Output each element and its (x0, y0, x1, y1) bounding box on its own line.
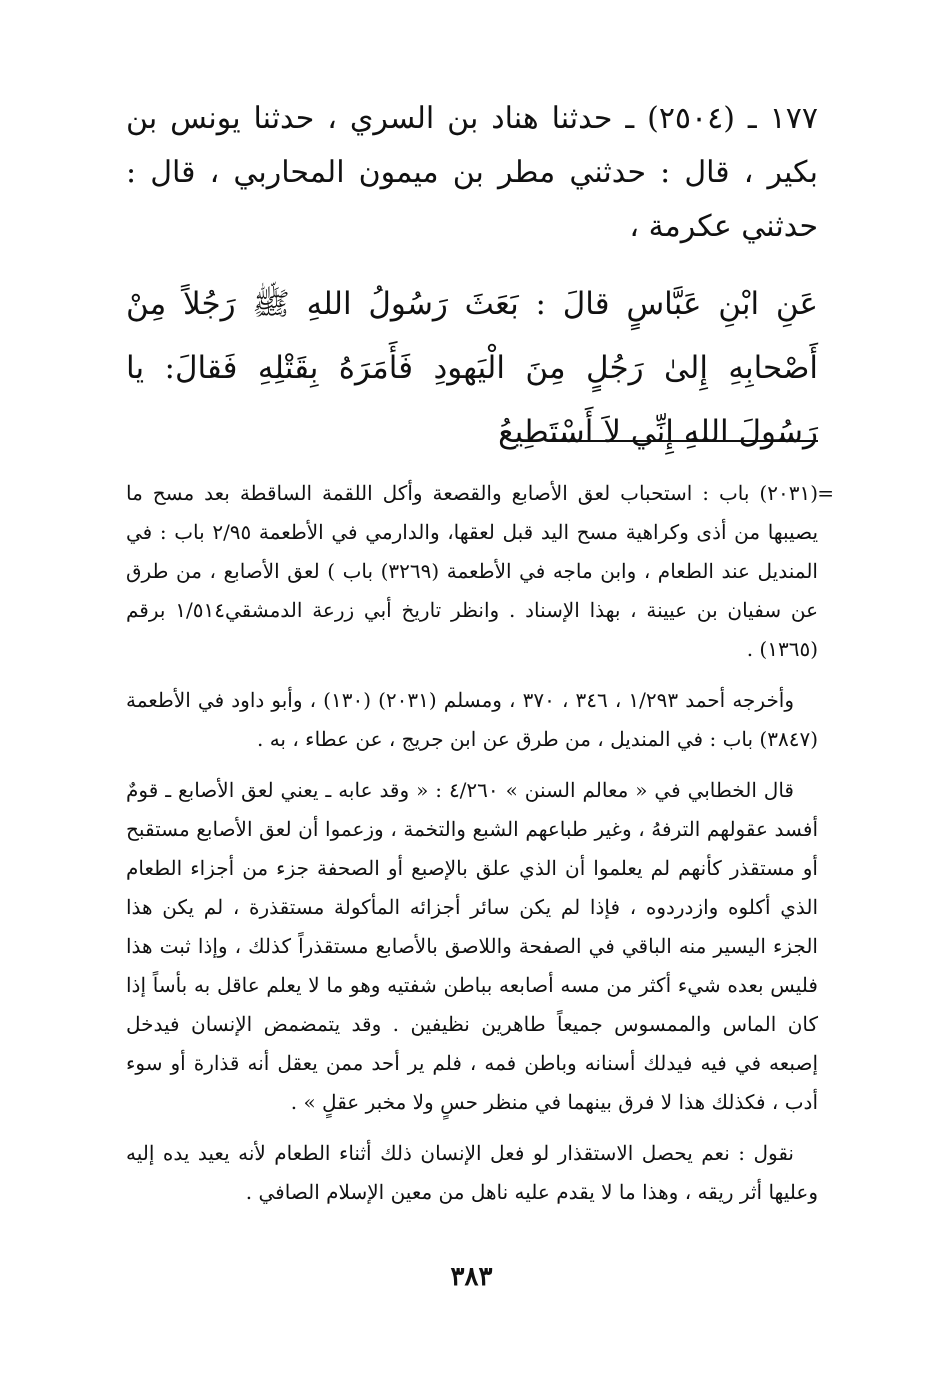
footnote-divider (550, 440, 818, 442)
continuation-mark: = (817, 481, 834, 505)
hadith-text: عَنِ ابْنِ عَبَّاسٍ قالَ : بَعَثَ رَسُولُ اللهِ ﷺ رَجُلاً مِنْ أَصْحابِهِ إِلىٰ رَجُلٍ مِنَ الْيَهودِ فَأَمَرَهُ بِقَتْلِهِ فَقالَ: يا رَسُولَ اللهِ إِنِّي لاَ أَسْتَطِيعُ (126, 286, 818, 450)
page-number: ٣٨٣ (450, 1262, 493, 1292)
footnote-paragraph: وأخرجه أحمد ١/٢٩٣ ، ٣٤٦ ، ٣٧٠ ، ومسلم (٢٠٣١) (١٣٠) ، وأبو داود في الأطعمة (٣٨٤٧) باب : في المنديل ، من طرق عن ابن جريج ، عن عطاء ، به . (126, 688, 818, 751)
footnote-text: (٢٠٣١) باب : استحباب لعق الأصابع والقصعة وأكل اللقمة الساقطة بعد مسح ما يصيبها من أذى وكراهية مسح اليد قبل لعقها، والدارمي في الأطعمة ٢/٩٥ باب : في المنديل عند الطعام ، وابن ماجه في الأطعمة (٣٢٦٩) باب ) لعق الأصابع ، من طرق عن سفيان بن عيينة ، بهذا الإسناد . وانظر تاريخ أبي زرعة الدمشقي١/٥١٤ برقم (١٣٦٥) . (126, 481, 819, 661)
footnote-paragraph: قال الخطابي في « معالم السنن » ٤/٢٦٠ : « وقد عابه ـ يعني لعق الأصابع ـ قومٌ أفسد عقولهم الترفهُ ، وغير طباعهم الشبع والتخمة ، وزعموا أن لعق الأصابع مستقبح أو مستقذر كأنهم لم يعلموا أن الذي علق بالإصبع أو الصحفة جزء من أجزاء الطعام الذي أكلوه وازدردوه ، فإذا لم يكن سائر أجزائه المأكولة مستقذرة ، لم يكن هذا الجزء اليسير منه الباقي في الصفحة واللاصق بالأصابع مستقذراً كذلك ، وإذا ثبت هذا فليس بعده شيء أكثر من مسه أصابعه بباطن شفتيه وهو ما لا يعلم عاقل به بأساً إذا كان الماس والممسوس جميعاً طاهرين نظيفين . وقد يتمضمض الإنسان فيدخل إصبعه في فيه فيدلك أسنانه وباطن فمه ، فلم ير أحد ممن يعقل أنه قذارة أو سوء أدب ، فكذلك هذا لا فرق بينهما في منظر حسٍ ولا مخبر عقلٍ » . (126, 778, 818, 1114)
footnotes-section (126, 474, 834, 1224)
footnote-paragraph: نقول : نعم يحصل الاستقذار لو فعل الإنسان ذلك أثناء الطعام لأنه يعيد يده إليه وعليها أثر ريقه ، وهذا ما لا يقدم عليه ناهل من معين الإسلام الصافي . (126, 1141, 818, 1204)
footnote-paragraph (126, 474, 834, 669)
hadith-isnad: ١٧٧ ـ (٢٥٠٤) ـ حدثنا هناد بن السري ، حدثنا يونس بن بكير ، قال : حدثني مطر بن ميمون المحاربي ، قال : حدثني عكرمة ، (126, 101, 818, 244)
